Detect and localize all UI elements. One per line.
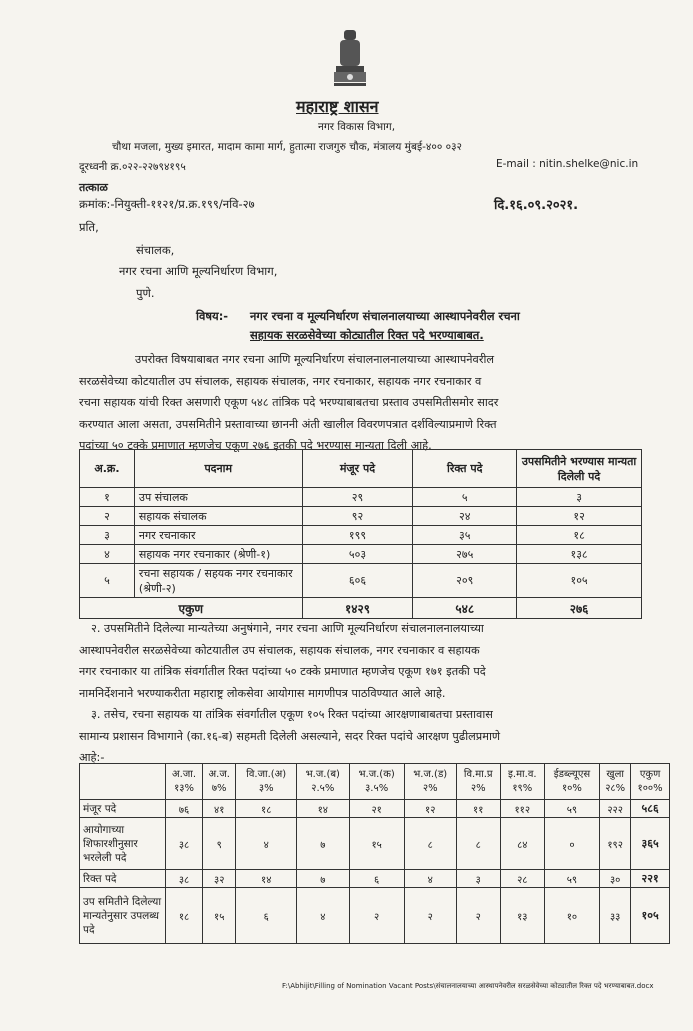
- total-cell: ५४८: [413, 598, 517, 619]
- table-row: [80, 526, 642, 545]
- table-cell: ८: [404, 818, 456, 870]
- paragraph-line: आस्थापनेवरील सरळसेवेच्या कोटयातील उप संचालक, सहायक संचालक, नगर रचनाकार व सहायक: [79, 643, 480, 657]
- table-cell: ११२: [500, 800, 544, 818]
- table-cell: २: [404, 888, 456, 944]
- table-cell: १८: [166, 888, 203, 944]
- col-header: रिक्त पदे: [413, 450, 517, 488]
- table-cell: ३८: [166, 870, 203, 888]
- table-cell: २४: [413, 507, 517, 526]
- table-cell: ४: [236, 818, 297, 870]
- category-name: वि.जा.(अ): [246, 768, 287, 780]
- col-header: अ.क्र.: [80, 450, 135, 488]
- category-percent: २८%: [605, 782, 626, 794]
- category-name: ईडब्ल्यूएस: [553, 768, 591, 780]
- paragraph-line: पदांच्या ५० टक्के प्रमाणात म्हणजेच एकूण २७६ इतकी पदे भरण्यास मान्यता दिली आहे.: [79, 439, 432, 452]
- table-cell: १५: [349, 818, 404, 870]
- category-name: भ.ज.(क): [358, 768, 395, 780]
- paragraph-3: [79, 704, 500, 769]
- letter-date: दि.१६.०९.२०२१.: [494, 198, 579, 213]
- table-cell: २९: [302, 488, 413, 507]
- paragraph-line: करण्यात आला असता, उपसमितीने प्रस्तावाच्या छाननी अंती खालील विवरणपत्रात दर्शविल्याप्रमाणे रिक्त: [79, 417, 497, 431]
- paragraph-line: आहे:-: [79, 751, 105, 764]
- government-title: महाराष्ट्र शासन: [296, 97, 379, 116]
- table-cell: सहायक संचालक: [134, 507, 302, 526]
- category-percent: १०%: [561, 782, 582, 794]
- table-cell: ७: [297, 870, 349, 888]
- table-cell: ५८६: [631, 800, 670, 818]
- category-percent: १३%: [174, 782, 194, 794]
- total-row: [80, 598, 642, 619]
- paragraph-line: २. उपसमितीने दिलेल्या मान्यतेच्या अनुषंगाने, नगर रचना आणि मूल्यनिर्धारण संचालनालनालयाच्या: [91, 622, 484, 635]
- table-row: [80, 507, 642, 526]
- table-cell: १०५: [517, 564, 642, 598]
- table-cell: ३५: [413, 526, 517, 545]
- table-row: [80, 545, 642, 564]
- col-header: [297, 764, 349, 800]
- category-name: अ.जा.: [172, 768, 197, 780]
- table-cell: ५९: [544, 870, 599, 888]
- salutation: प्रति,: [79, 220, 99, 234]
- table-row: [80, 888, 670, 944]
- table-cell: २: [349, 888, 404, 944]
- category-name: वि.मा.प्र: [463, 768, 493, 780]
- table-cell: १: [80, 488, 135, 507]
- category-percent: २%: [470, 782, 486, 794]
- category-percent: २%: [422, 782, 438, 794]
- paragraph-1: [79, 349, 498, 457]
- table-cell: ०: [544, 818, 599, 870]
- table-cell: सहायक नगर रचनाकार (श्रेणी-१): [134, 545, 302, 564]
- table-cell: ११: [456, 800, 500, 818]
- urgent-label: तत्काळ: [79, 181, 108, 194]
- office-address: चौथा मजला, मुख्य इमारत, मादाम कामा मार्ग, हुतात्मा राजगुरु चौक, मंत्रालय मुंबई-४०० ०३२: [112, 141, 462, 153]
- reference-number: क्रमांक:-नियुक्ती-११२१/प्र.क्र.१९९/नवि-२७: [79, 197, 255, 211]
- table-cell: २: [456, 888, 500, 944]
- row-label: उप समितीने दिलेल्या मान्यतेनुसार उपलब्ध पदे: [80, 888, 166, 944]
- table-cell: ८४: [500, 818, 544, 870]
- col-header: [500, 764, 544, 800]
- total-cell: १४२९: [302, 598, 413, 619]
- table-cell: ४: [80, 545, 135, 564]
- subject-line: सहायक सरळसेवेच्या कोट्यातील रिक्त पदे भरण्याबाबत.: [250, 328, 484, 342]
- table-cell: १३८: [517, 545, 642, 564]
- table-cell: ६०६: [302, 564, 413, 598]
- department-name: नगर विकास विभाग,: [318, 121, 396, 133]
- category-name: भ.ज.(ड): [413, 768, 448, 780]
- table-cell: ५: [80, 564, 135, 598]
- table-cell: ७: [297, 818, 349, 870]
- reservation-table: [79, 763, 670, 944]
- category-percent: १००%: [637, 782, 663, 794]
- table-cell: २०९: [413, 564, 517, 598]
- row-label: आयोगाच्या शिफारशीनुसार भरलेली पदे: [80, 818, 166, 870]
- table-cell: ५०३: [302, 545, 413, 564]
- total-label: एकुण: [80, 598, 303, 619]
- paragraph-line: नामनिर्देशनाने भरण्याकरीता महाराष्ट्र लोकसेवा आयोगास मागणीपत्र पाठविण्यात आले आहे.: [79, 686, 446, 700]
- table-cell: ३: [456, 870, 500, 888]
- recipient-line: पुणे.: [136, 286, 155, 300]
- table-cell: १२: [404, 800, 456, 818]
- table-row: [80, 818, 670, 870]
- category-percent: ७%: [211, 782, 227, 794]
- category-percent: १९%: [512, 782, 533, 794]
- recipient-line: संचालक,: [136, 243, 175, 257]
- table-cell: ९२: [302, 507, 413, 526]
- paragraph-line: उपरोक्त विषयाबाबत नगर रचना आणि मूल्यनिर्धारण संचालनालनालयाच्या आस्थापनेवरील: [135, 353, 495, 366]
- table-cell: ३: [517, 488, 642, 507]
- col-header: [166, 764, 203, 800]
- table-cell: २२१: [631, 870, 670, 888]
- file-path-footer: F:\Abhijit\Filling of Nomination Vacant Posts\संचालनालयाच्या आस्थापनेवरील सरळसेवेच्या कोट्यातील रिक्त पदे भरण्याबाबत.docx: [282, 982, 654, 990]
- col-header: [544, 764, 599, 800]
- paragraph-2: [79, 618, 486, 704]
- table-cell: उप संचालक: [134, 488, 302, 507]
- table-cell: २१: [349, 800, 404, 818]
- total-cell: २७६: [517, 598, 642, 619]
- category-name: खुला: [606, 768, 624, 780]
- subject-label: विषय:-: [196, 309, 229, 323]
- row-label: मंजूर पदे: [80, 800, 166, 818]
- col-header: [404, 764, 456, 800]
- paragraph-line: सामान्य प्रशासन विभागाने (का.१६-ब) सहमती दिलेली असल्याने, सदर रिक्त पदांचे आरक्षण पुढीलप्रमाणे: [79, 729, 501, 743]
- table-cell: रचना सहायक / सहयक नगर रचनाकार (श्रेणी-२): [134, 564, 302, 598]
- paragraph-line: रचना सहायक यांची रिक्त असणारी एकूण ५४८ तांत्रिक पदे भरण्याबाबतचा प्रस्ताव उपसमितीसमोर सादर: [79, 396, 499, 409]
- table-cell: ४: [404, 870, 456, 888]
- table-cell: २: [80, 507, 135, 526]
- table-cell: १४: [236, 870, 297, 888]
- table-cell: १८: [517, 526, 642, 545]
- table-cell: ३२: [203, 870, 236, 888]
- col-header: [456, 764, 500, 800]
- table-cell: ३०: [600, 870, 631, 888]
- col-header: [631, 764, 670, 800]
- table-cell: १३: [500, 888, 544, 944]
- col-header: [236, 764, 297, 800]
- table-cell: २२२: [600, 800, 631, 818]
- col-header: पदनाम: [134, 450, 302, 488]
- table-cell: १८: [236, 800, 297, 818]
- col-header: उपसमितीने भरण्यास मान्यता दिलेली पदे: [517, 450, 642, 488]
- table-cell: १०: [544, 888, 599, 944]
- phone-number: दूरध्वनी क्र.०२२-२२७९४१९५: [79, 161, 186, 173]
- table-cell: ६: [236, 888, 297, 944]
- category-name: भ.ज.(ब): [305, 768, 340, 780]
- paragraph-line: नगर रचनाकार या तांत्रिक संवर्गातील रिक्त पदांच्या ५० टक्के प्रमाणात म्हणजेच एकूण १७१ इतकी पदे: [79, 665, 486, 678]
- col-header: [203, 764, 236, 800]
- category-percent: ३.५%: [365, 782, 389, 794]
- table-cell: १२: [517, 507, 642, 526]
- table-cell: ५९: [544, 800, 599, 818]
- table-cell: ८: [456, 818, 500, 870]
- table-cell: २८: [500, 870, 544, 888]
- table-cell: १०५: [631, 888, 670, 944]
- table-cell: १५: [203, 888, 236, 944]
- table-cell: २७५: [413, 545, 517, 564]
- posts-table: [79, 449, 642, 619]
- col-header: [600, 764, 631, 800]
- paragraph-line: सरळसेवेच्या कोटयातील उप संचालक, सहायक संचालक, नगर रचनाकार, सहायक नगर रचनाकार व: [79, 374, 482, 388]
- table-row: [80, 800, 670, 818]
- email-address: E-mail : nitin.shelke@nic.in: [496, 158, 639, 170]
- category-percent: २.५%: [311, 782, 335, 794]
- category-name: इ.मा.व.: [507, 768, 537, 780]
- subject-line: नगर रचना व मूल्यनिर्धारण संचालनालयाच्या आस्थापनेवरील रचना: [250, 309, 520, 323]
- table-row: [80, 488, 642, 507]
- table-cell: ४१: [203, 800, 236, 818]
- recipient-line: नगर रचना आणि मूल्यनिर्धारण विभाग,: [119, 264, 278, 278]
- table-cell: ६: [349, 870, 404, 888]
- col-header: [349, 764, 404, 800]
- national-emblem-icon: [330, 28, 370, 88]
- paragraph-line: ३. तसेच, रचना सहायक या तांत्रिक संवर्गातील एकूण १०५ रिक्त पदांच्या आरक्षणाबाबतचा प्रस्तावास: [91, 708, 493, 721]
- category-name: अ.ज.: [208, 768, 230, 780]
- col-header: मंजूर पदे: [302, 450, 413, 488]
- table-cell: ४: [297, 888, 349, 944]
- table-cell: ३६५: [631, 818, 670, 870]
- table-cell: ५: [413, 488, 517, 507]
- table-row: [80, 870, 670, 888]
- table-cell: १४: [297, 800, 349, 818]
- table-cell: ९: [203, 818, 236, 870]
- table-cell: १९९: [302, 526, 413, 545]
- table-cell: नगर रचनाकार: [134, 526, 302, 545]
- row-label: रिक्त पदे: [80, 870, 166, 888]
- table-cell: १९२: [600, 818, 631, 870]
- table-cell: ३८: [166, 818, 203, 870]
- table-cell: ७६: [166, 800, 203, 818]
- col-header: [80, 764, 166, 800]
- table-cell: ३: [80, 526, 135, 545]
- category-percent: ३%: [258, 782, 274, 794]
- table-row: [80, 564, 642, 598]
- table-cell: ३३: [600, 888, 631, 944]
- category-name: एकुण: [639, 768, 661, 780]
